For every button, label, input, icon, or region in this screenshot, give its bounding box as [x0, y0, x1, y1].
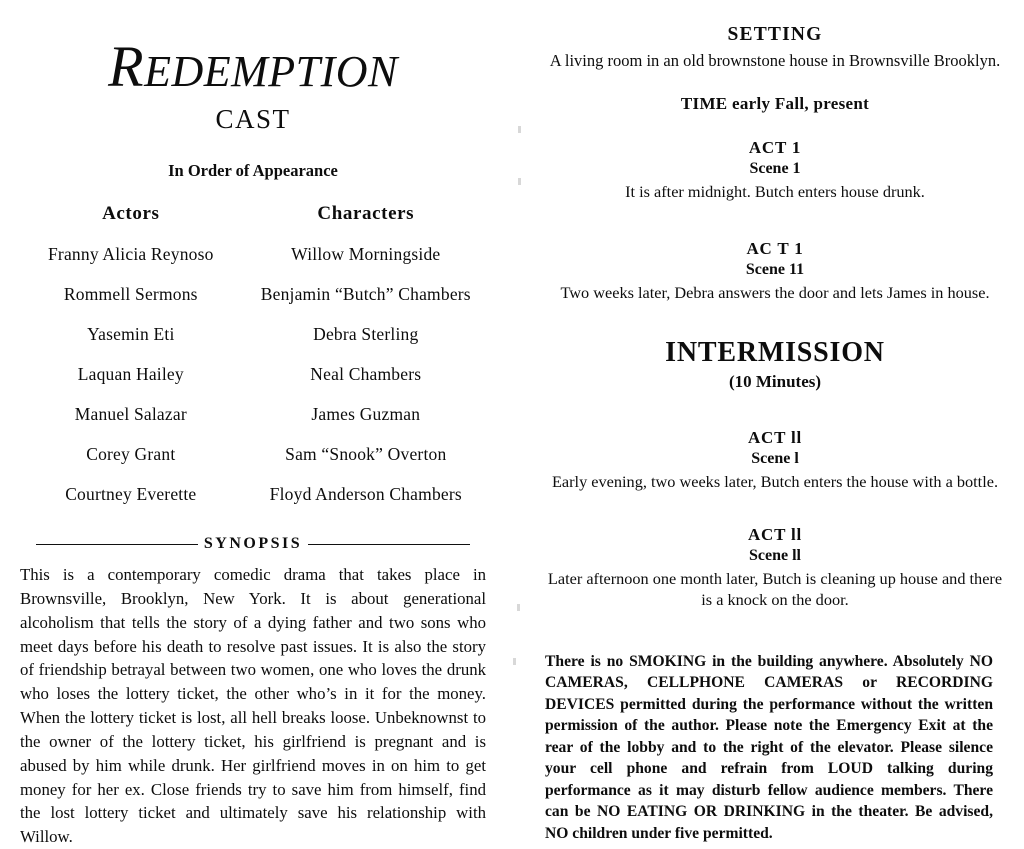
time-line: TIME early Fall, present — [680, 94, 870, 114]
column-header-actors: Actors — [102, 203, 160, 224]
cast-row — [18, 484, 488, 505]
cast-row — [18, 284, 488, 305]
cast-character: Debra Sterling — [313, 324, 419, 344]
show-title-rest: EDEMPTION — [144, 47, 398, 96]
show-title — [18, 34, 488, 99]
cast-table-header — [18, 203, 488, 225]
synopsis-rule-right — [308, 544, 470, 545]
cast-row — [18, 364, 488, 385]
cast-character: Neal Chambers — [310, 364, 422, 384]
act-name: AC T 1 — [746, 238, 804, 258]
intermission-duration: (10 Minutes) — [728, 372, 822, 392]
cast-heading: CAST — [215, 104, 291, 134]
program-column — [545, 24, 1005, 844]
cast-actor: Courtney Everette — [65, 484, 197, 504]
cast-actor: Manuel Salazar — [74, 404, 187, 424]
setting-title: SETTING — [727, 24, 823, 45]
fold-mark — [518, 126, 521, 133]
act-description: Two weeks later, Debra answers the door and lets James in house. — [560, 282, 990, 302]
act-name: ACT ll — [747, 428, 803, 448]
scene-name: Scene ll — [749, 546, 801, 564]
act-block — [545, 239, 1005, 304]
cast-character: Sam “Snook” Overton — [285, 444, 447, 464]
cast-actor: Franny Alicia Reynoso — [48, 244, 214, 264]
house-rules-notice: There is no SMOKING in the building anywhere. Absolutely NO CAMERAS, CELLPHONE CAMERAS or RECORDING DEVICES permitted during the performance without the written permission of the author. Please note the Emergency Exit at the rear of the lobby and to the right of the elevator. Please silence your cell phone and refrain from LOUD talking during performance as it may disturb fellow audience members. There can be NO EATING OR DRINKING in the theater. Be advised, NO children under five permitted. — [545, 652, 993, 842]
cast-actor: Corey Grant — [86, 444, 176, 464]
scene-name: Scene 1 — [749, 160, 801, 178]
synopsis-rule-left — [36, 544, 198, 545]
show-title-initial: R — [108, 34, 145, 99]
column-header-characters: Characters — [317, 203, 415, 224]
act-description: Early evening, two weeks later, Butch enters the house with a bottle. — [551, 472, 999, 492]
cast-character: Benjamin “Butch” Chambers — [260, 284, 471, 304]
cast-character: James Guzman — [311, 404, 421, 424]
cast-character: Floyd Anderson Chambers — [269, 484, 462, 504]
fold-mark — [518, 178, 521, 185]
synopsis-heading — [18, 535, 488, 553]
act-block — [545, 525, 1005, 611]
cast-actor: Laquan Hailey — [77, 364, 184, 384]
act-description: It is after midnight. Butch enters house drunk. — [625, 182, 925, 202]
act-description: Later afternoon one month later, Butch is cleaning up house and there is a knock on the door. — [547, 568, 1003, 610]
scene-name: Scene 11 — [745, 260, 805, 278]
cast-row — [18, 324, 488, 345]
act-block — [545, 428, 1005, 493]
synopsis-label: SYNOPSIS — [203, 535, 303, 552]
fold-mark — [517, 604, 520, 611]
intermission-title: INTERMISSION — [665, 337, 885, 369]
act-block — [545, 138, 1005, 203]
act-name: ACT 1 — [748, 138, 802, 158]
fold-mark — [513, 658, 516, 665]
setting-description: A living room in an old brownstone house in Brownsville Brooklyn. — [549, 51, 1001, 70]
cast-row — [18, 244, 488, 265]
cast-actor: Yasemin Eti — [87, 324, 175, 344]
scene-name: Scene l — [751, 450, 799, 468]
cast-row — [18, 444, 488, 465]
cast-row — [18, 404, 488, 425]
cast-column — [18, 24, 488, 849]
cast-character: Willow Morningside — [291, 244, 441, 264]
intermission-block — [545, 337, 1005, 392]
cast-actor: Rommell Sermons — [63, 284, 198, 304]
order-of-appearance-label: In Order of Appearance — [168, 161, 338, 180]
act-name: ACT ll — [747, 524, 803, 544]
synopsis-text: This is a contemporary comedic drama that takes place in Brownsville, Brooklyn, New York. It is about generational alcoholism that tells the story of a dying father and two sons who meet days before his death to resolve past issues. It is also the story of friendship betrayal between two women, one who loves the drunk who loses the lottery ticket, the other who’s in it for the money. When the lottery ticket is lost, all hell breaks loose. Unbeknownst to the owner of the lottery ticket, his girlfriend is pregnant and is abused by him while drunk. Her girlfriend moves in on him to get money for her ex. Close friends try to save him from himself, find the lost lottery ticket and ultimately save his relationship with Willow. — [20, 565, 486, 847]
